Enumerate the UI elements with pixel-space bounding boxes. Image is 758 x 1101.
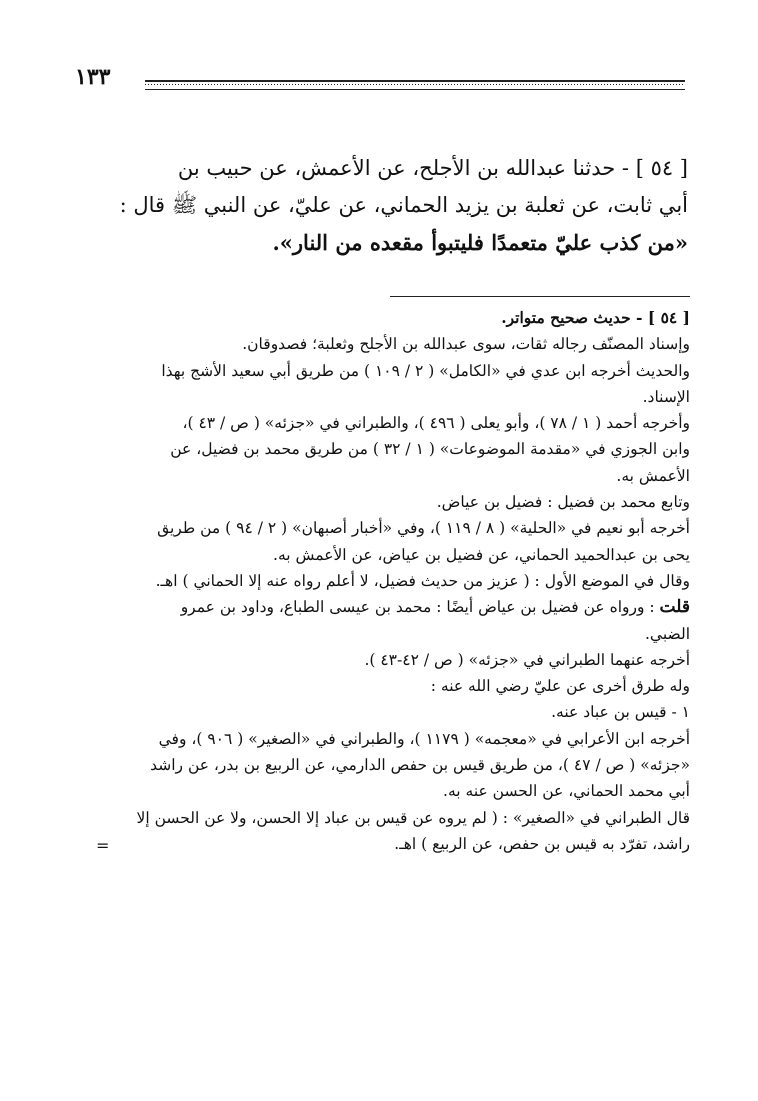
footnote-line: أخرجه أبو نعيم في «الحلية» ( ٨ / ١١٩ )، وفي «أخبار أصبهان» ( ٢ / ٩٤ ) من طريق <box>157 519 690 538</box>
footnote-line: وإسناد المصنّف رجاله ثقات، سوى عبدالله بن الأجلح وثعلبة؛ فصدوقان. <box>242 335 690 354</box>
main-line-1: [ ٥٤ ] - حدثنا عبدالله بن الأجلح، عن الأعمش، عن حبيب بن <box>177 156 688 180</box>
continuation-mark: = <box>96 836 110 855</box>
footnote-line: أبي محمد الحماني، عن الحسن عنه به. <box>443 782 690 801</box>
footnote-line: أخرجه عنهما الطبراني في «جزئه» ( ص / ٤٢-٤٣ ). <box>364 650 690 669</box>
footnote-heading: [ ٥٤ ] - حديث صحيح متواتر. <box>501 308 690 327</box>
main-line-3: «من كذب عليّ متعمدًا فليتبوأ مقعده من النار». <box>272 230 688 255</box>
footnote-separator <box>390 296 690 297</box>
footnote-line: وتابع محمد بن فضيل : فضيل بن عياض. <box>436 493 690 512</box>
footnote-line: الإسناد. <box>642 387 690 406</box>
header-rule <box>145 80 685 90</box>
footnote-line: أخرجه ابن الأعرابي في «معجمه» ( ١١٧٩ )، والطبراني في «الصغير» ( ٩٠٦ )، وفي <box>158 729 690 748</box>
footnote-line: راشد، تفرّد به قيس بن حفص، عن الربيع ) اهـ. <box>394 834 690 853</box>
qult-label: قلت <box>659 597 690 618</box>
page-number: ١٣٣ <box>75 64 111 90</box>
footnote-line: «جزئه» ( ص / ٤٧ )، من طريق قيس بن حفص الدارمي، عن الربيع بن بدر، عن راشد <box>150 756 690 775</box>
footnote-line: قال الطبراني في «الصغير» : ( لم يروه عن قيس بن عباد إلا الحسن، ولا عن الحسن إلا <box>136 808 690 827</box>
footnote-line <box>78 594 690 620</box>
page-header <box>75 64 685 94</box>
footnote-line: وله طرق أخرى عن عليّ رضي الله عنه : <box>430 677 690 696</box>
footnotes <box>78 305 690 857</box>
hadith-main-text <box>78 150 688 261</box>
footnote-line: وقال في الموضع الأول : ( عزيز من حديث فضيل، لا أعلم رواه عنه إلا الحماني ) اهـ. <box>155 571 690 590</box>
main-line-2: أبي ثابت، عن ثعلبة بن يزيد الحماني، عن عليّ، عن النبي ﷺ قال : <box>119 193 688 217</box>
footnote-line: وابن الجوزي في «مقدمة الموضوعات» ( ١ / ٣٢ ) من طريق محمد بن فضيل، عن <box>170 440 690 459</box>
footnote-line: والحديث أخرجه ابن عدي في «الكامل» ( ٢ / ١٠٩ ) من طريق أبي سعيد الأشج بهذا <box>161 361 690 380</box>
footnote-line: الأعمش به. <box>616 466 690 485</box>
footnote-line: وأخرجه أحمد ( ١ / ٧٨ )، وأبو يعلى ( ٤٩٦ )، والطبراني في «جزئه» ( ص / ٤٣ )، <box>182 414 690 433</box>
footnote-text: : ورواه عن فضيل بن عياض أيضًا : محمد بن عيسى الطباع، وداود بن عمرو <box>180 598 660 617</box>
footnote-line: الضبي. <box>645 624 690 643</box>
footnote-line: ١ - قيس بن عباد عنه. <box>551 703 690 722</box>
footnote-line: يحى بن عبدالحميد الحماني، عن فضيل بن عياض، عن الأعمش به. <box>273 545 690 564</box>
